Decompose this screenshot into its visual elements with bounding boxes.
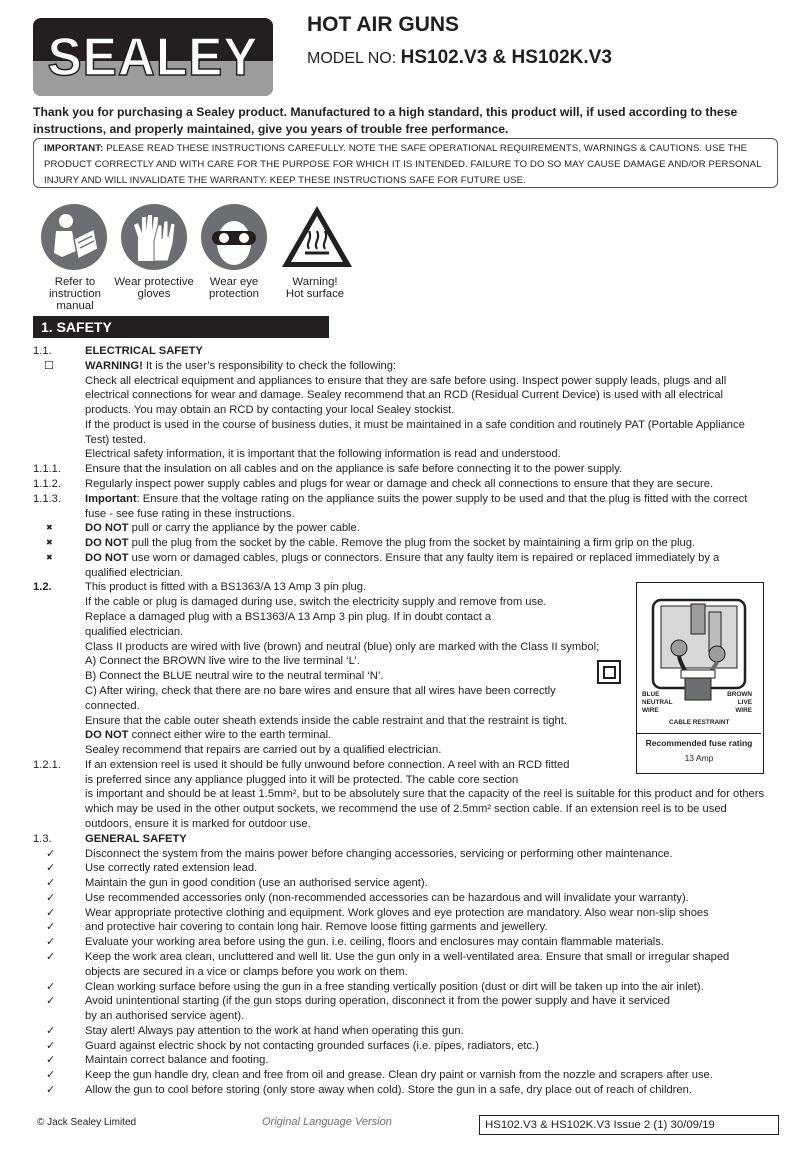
section-heading-safety: 1. SAFETY [33, 316, 329, 338]
important-label: IMPORTANT: [44, 143, 104, 154]
line-text: use worn or damaged cables, plugs or connectors. Ensure that any faulty item is repaired or replaced immediately by a [128, 551, 720, 564]
line-text: A) Connect the BROWN live wire to the live terminal ‘L’. [85, 655, 360, 668]
line-text: C) After wiring, check that there are no bare wires and ensure that all wires have been correctly [85, 684, 556, 697]
line-text: If the product is used in the course of business duties, it must be maintained in a safe condition and routinely PAT (Portable Appliance [85, 418, 745, 431]
text-line [85, 743, 441, 758]
page-title: HOT AIR GUNS [307, 13, 460, 36]
line-text: Electrical safety information, it is important that the following information is read and understood. [85, 448, 561, 461]
text-line [85, 374, 726, 389]
line-text: If the cable or plug is damaged during use, switch the electricity supply and remove from use. [85, 596, 547, 609]
text-line [85, 359, 396, 374]
line-text: and protective hair covering to contain long hair. Remove loose fitting garments and jewellery. [85, 921, 548, 934]
line-text: Disconnect the system from the mains power before changing accessories, servicing or performing other maintenance. [85, 847, 673, 860]
text-line [85, 403, 454, 418]
line-text: Wear appropriate protective clothing and equipment. Work gloves and eye protection are mandatory. Also wear non-slip shoes [85, 906, 709, 919]
text-line [85, 507, 295, 522]
line-text: Guard against electric shock by not contacting grounded surfaces (i.e. pipes, radiators, etc.) [85, 1039, 539, 1052]
line-text: connected. [85, 699, 140, 712]
text-line [85, 521, 360, 536]
line-text: ELECTRICAL SAFETY [85, 345, 203, 357]
tick-icon: ✓ [46, 980, 56, 993]
text-line [85, 433, 146, 448]
text-line [85, 891, 689, 906]
line-text: Use correctly rated extension lead. [85, 862, 258, 875]
text-line [85, 388, 723, 403]
section-number: 1.1. [33, 345, 52, 357]
tick-icon: ✓ [46, 891, 56, 904]
fuse-rating-value: 13 Amp [684, 753, 714, 763]
line-text: Allow the gun to cool before storing (only store away when cold). Store the gun in a safe, dry place out of reach of children. [85, 1084, 692, 1096]
line-text: Keep the work area clean, uncluttered and well lit. Use the gun only in a well-ventilated area. Ensure that small or irregular shaped [85, 950, 730, 963]
tick-icon: ✓ [46, 1024, 56, 1037]
text-line [85, 935, 664, 950]
hot-surface-icon [279, 203, 355, 271]
icon-caption-eye: Wear eye protection [208, 276, 260, 300]
tick-icon: ✓ [46, 995, 56, 1008]
text-line [85, 980, 704, 995]
issue-box: HS102.V3 & HS102K.V3 Issue 2 (1) 30/09/19 [479, 1115, 779, 1135]
line-text: Avoid unintentional starting (if the gun stops during operation, disconnect it from the power supply and have it serviced [85, 995, 670, 1008]
line-text: fuse - see fuse rating in these instructions. [85, 507, 295, 520]
emphasis-label: DO NOT [85, 537, 129, 550]
section-number: 1.1.3. [33, 492, 61, 505]
line-text: Maintain the gun in good condition (use an authorised service agent). [85, 877, 428, 890]
section-number: 1.1.2. [33, 478, 61, 491]
emphasis-label: DO NOT [85, 551, 129, 564]
text-line [85, 566, 183, 581]
text-line [85, 787, 764, 802]
text-line [85, 817, 311, 832]
emphasis-label: WARNING! [85, 359, 143, 372]
text-line [85, 447, 561, 462]
text-line [85, 728, 331, 743]
tick-icon: ✓ [46, 936, 56, 949]
section-number: 1.3. [33, 832, 52, 845]
model-number [307, 47, 612, 69]
tick-icon: ✓ [46, 1084, 56, 1096]
line-text: Use recommended accessories only (non-recommended accessories can be hazardous and will invalidate your warranty). [85, 891, 689, 904]
line-text: Sealey recommend that repairs are carried out by a qualified electrician. [85, 744, 442, 757]
fuse-rating-box [637, 733, 761, 772]
line-text: which may be used in the other output sockets, we recommend the use of 2.5mm² section cable. If an extension reel is to be used [85, 803, 727, 816]
cross-icon: ✖ [46, 552, 53, 562]
line-text: qualified electrician. [85, 566, 184, 579]
text-line [85, 920, 547, 935]
copyright: © Jack Sealey Limited [37, 1117, 137, 1128]
text-line [85, 714, 567, 729]
line-text: is preferred since any appliance plugged into it will be protected. The cable core section [85, 773, 519, 786]
tick-icon: ✓ [46, 862, 56, 875]
text-line [85, 1068, 713, 1083]
text-line [85, 802, 727, 817]
text-line [85, 492, 747, 507]
checkbox-icon: ☐ [44, 359, 54, 372]
line-text: outdoors, ensure it is marked for outdoor use. [85, 817, 311, 830]
icon-caption-manual: Refer to instruction manual [49, 276, 101, 312]
plug-wiring-icon [643, 598, 755, 702]
blue-wire-label: BLUE NEUTRAL WIRE [642, 691, 673, 714]
text-line [85, 1039, 539, 1054]
emphasis-label: DO NOT [85, 522, 129, 535]
line-text: products. You may obtain an RCD by contacting your local Sealey stockist. [85, 404, 455, 417]
text-line [85, 1083, 692, 1098]
text-line [85, 876, 428, 891]
line-text: pull or carry the appliance by the power cable. [128, 522, 360, 535]
text-line [85, 773, 518, 788]
sealey-logo [33, 18, 273, 96]
model-label: MODEL NO: [307, 50, 397, 67]
text-line [85, 344, 203, 359]
text-line [85, 965, 408, 980]
line-text: connect either wire to the earth terminal. [128, 729, 332, 742]
line-text: It is the user’s responsibility to check the following: [145, 359, 397, 372]
section-number: 1.1.1. [33, 463, 61, 476]
fuse-rating-title: Recommended fuse rating [645, 738, 753, 748]
cross-icon: ✖ [46, 523, 53, 533]
line-text: Class II products are wired with live (brown) and neutral (blue) only are marked with the Class II symbol; [85, 640, 600, 653]
emphasis-label: Important [85, 492, 137, 505]
gloves-icon [118, 203, 194, 271]
text-line [85, 950, 729, 965]
icon-caption-gloves: Wear protective gloves [114, 276, 194, 300]
text-line [85, 477, 713, 492]
tick-icon: ✓ [46, 847, 56, 860]
text-line [85, 610, 491, 625]
line-text: objects are secured in a vice or clamps before you work on them. [85, 965, 408, 978]
goggles-icon [198, 203, 274, 271]
text-line [85, 684, 556, 699]
important-notice [33, 138, 778, 188]
line-text: Regularly inspect power supply cables and plugs for wear or damage and check all connections to ensure that they are secure. [85, 478, 714, 491]
logo-text: SEALEY [47, 27, 259, 87]
tick-icon: ✓ [46, 1039, 56, 1052]
line-text: B) Connect the BLUE neutral wire to the neutral terminal ‘N’. [85, 670, 384, 683]
line-text: GENERAL SAFETY [85, 832, 187, 845]
line-text: Stay alert! Always pay attention to the work at hand when operating this gun. [85, 1024, 464, 1037]
tick-icon: ✓ [46, 906, 56, 919]
tick-icon: ✓ [46, 1054, 56, 1067]
text-line [85, 654, 360, 669]
intro-paragraph: Thank you for purchasing a Sealey product. Manufactured to a high standard, this product will, if used according to these instructions, and properly maintained, give you years of trouble free performance. [33, 105, 738, 136]
text-line [85, 861, 257, 876]
line-text: : Ensure that the voltage rating on the appliance suits the power supply to be used and that the plug is fitted with the correct [136, 492, 748, 505]
line-text: Maintain correct balance and footing. [85, 1054, 269, 1067]
line-text: Keep the gun handle dry, clean and free from oil and grease. Clean dry paint or varnish from the nozzle and scrapers after use. [85, 1069, 713, 1082]
text-line [85, 1053, 268, 1068]
tick-icon: ✓ [46, 921, 56, 934]
line-text: is important and should be at least 1.5mm², but to be absolutely sure that the capacity of the reel is suitable for this product and for others [85, 788, 765, 801]
cable-restraint-label: CABLE RESTRAINT [669, 719, 730, 726]
text-line [85, 832, 187, 847]
line-text: qualified electrician. [85, 625, 184, 638]
line-text: Ensure that the insulation on all cables and on the appliance is safe before connecting it to the power supply. [85, 463, 623, 476]
text-line [85, 595, 546, 610]
text-line [85, 906, 709, 921]
important-text: PLEASE READ THESE INSTRUCTIONS CAREFULLY. NOTE THE SAFE OPERATIONAL REQUIREMENTS, WARNINGS & CAUTIONS. USE THE PRODUCT CORRECTLY AND WITH CARE FOR THE PURPOSE FOR WHICH IT IS INTENDED. FAILURE TO DO SO MAY CAUSE DAMAGE AND/OR PERSONAL INJURY AND WILL INVALIDATE THE WARRANTY. KEEP THESE INSTRUCTIONS SAFE FOR FUTURE USE. [44, 143, 762, 186]
read-manual-icon [38, 203, 114, 271]
text-line [85, 625, 183, 640]
text-line [85, 1024, 464, 1039]
text-line [85, 551, 719, 566]
emphasis-label: DO NOT [85, 729, 129, 742]
text-line [85, 699, 140, 714]
line-text: Test) tested. [85, 433, 146, 446]
section-number: 1.2. [33, 581, 52, 594]
brown-wire-label: BROWN LIVE WIRE [727, 691, 752, 714]
line-text: electrical connections for wear and damage. Sealey recommend that an RCD (Residual Current Device) is used with all electrical [85, 389, 723, 402]
line-text: Clean working surface before using the gun in a free standing vertically position (dust or dirt will be taken up into the air inlet). [85, 980, 704, 993]
tick-icon: ✓ [46, 1069, 56, 1082]
text-line [85, 847, 673, 862]
section-number: 1.2.1. [33, 758, 61, 771]
text-line [85, 418, 745, 433]
line-text: Check all electrical equipment and appliances to ensure that they are safe before using. Inspect power supply leads, plugs and all [85, 374, 727, 387]
line-text: by an authorised service agent). [85, 1010, 245, 1023]
icon-caption-hot: Warning! Hot surface [285, 276, 345, 300]
tick-icon: ✓ [46, 950, 56, 963]
text-line [85, 994, 670, 1009]
text-line [85, 580, 366, 595]
line-text: If an extension reel is used it should be fully unwound before connection. A reel with an RCD fitted [85, 758, 570, 771]
text-line [85, 536, 695, 551]
text-line [85, 669, 383, 684]
language-version: Original Language Version [262, 1116, 392, 1128]
tick-icon: ✓ [46, 877, 56, 890]
line-text: Ensure that the cable outer sheath extends inside the cable restraint and that the restraint is tight. [85, 714, 567, 727]
line-text: This product is fitted with a BS1363/A 13 Amp 3 pin plug. [85, 581, 367, 594]
text-line [85, 1009, 244, 1024]
line-text: Evaluate your working area before using the gun. i.e. ceiling, floors and enclosures may contain flammable materials. [85, 936, 664, 949]
line-text: Replace a damaged plug with a BS1363/A 13 Amp 3 pin plug. If in doubt contact a [85, 611, 492, 624]
class-ii-symbol [597, 660, 621, 684]
cross-icon: ✖ [46, 538, 53, 548]
text-line [85, 462, 622, 477]
text-line [85, 758, 569, 773]
line-text: pull the plug from the socket by the cable. Remove the plug from the socket by maintaining a firm grip on the plug. [128, 537, 696, 550]
text-line [85, 640, 599, 655]
model-value: HS102.V3 & HS102K.V3 [400, 47, 612, 68]
